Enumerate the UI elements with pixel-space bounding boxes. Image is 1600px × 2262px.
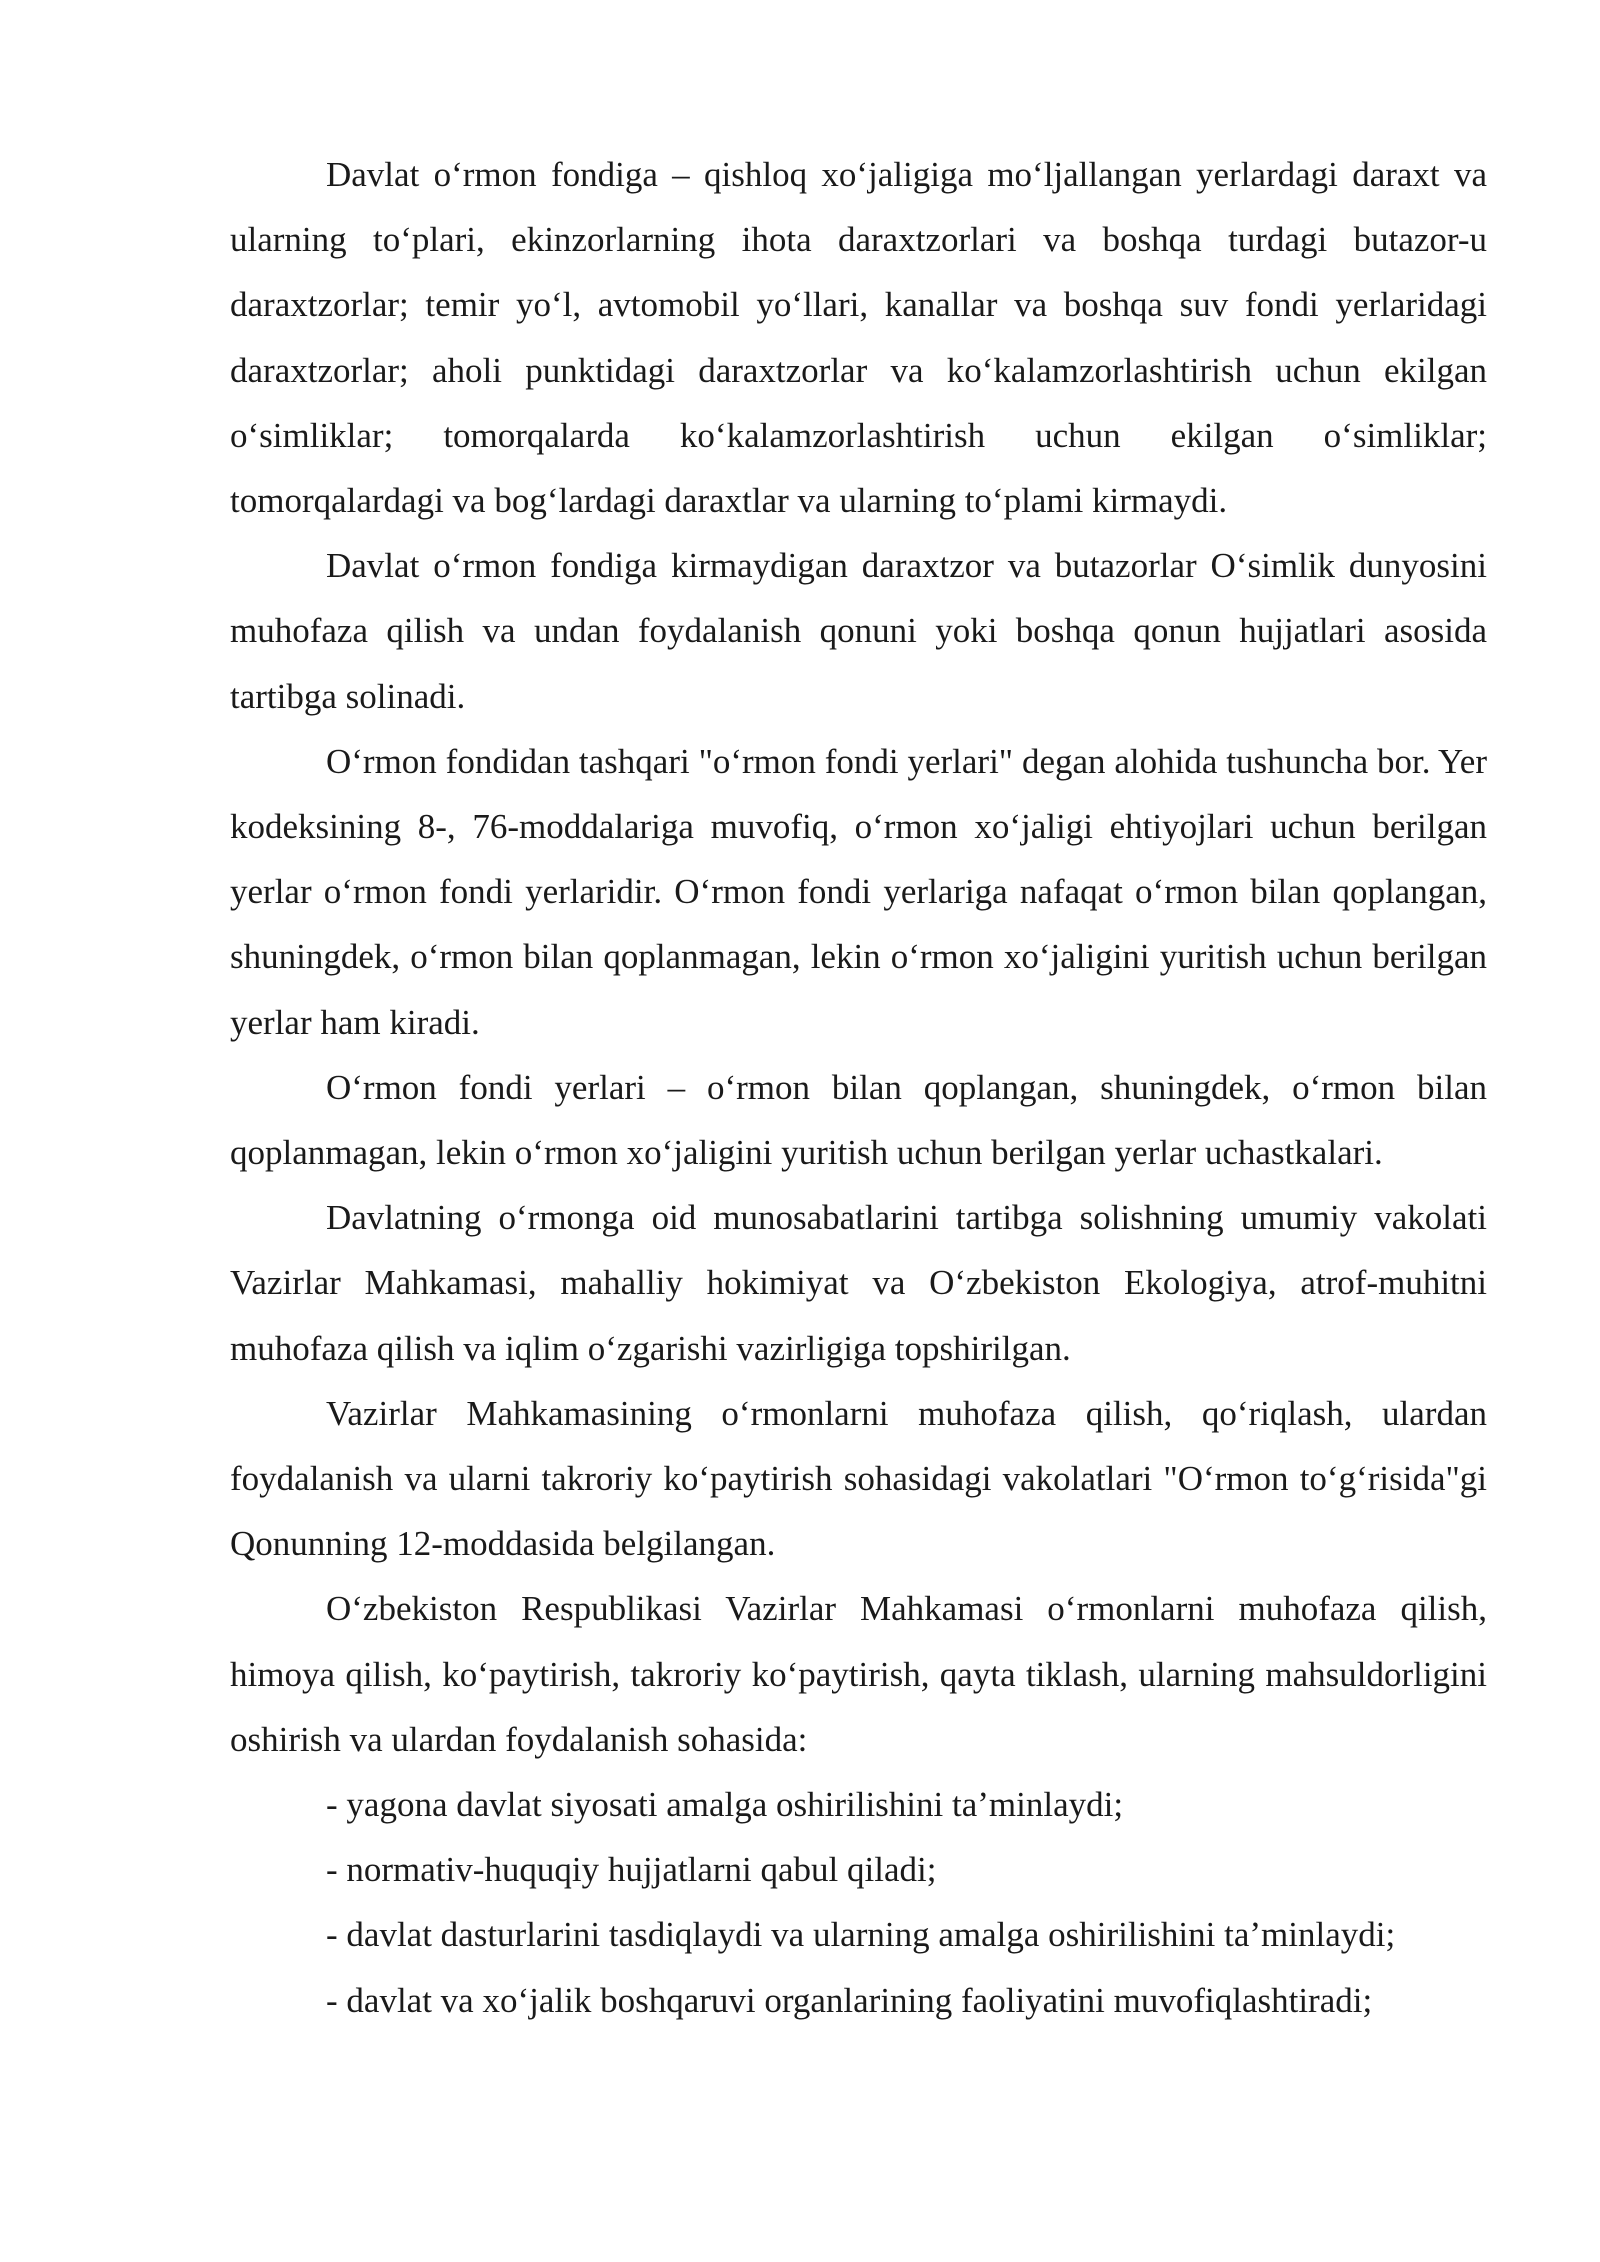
document-body [230, 142, 1487, 2033]
list-item: - davlat va xoʻjalik boshqaruvi organlarining faoliyatini muvofiqlashtiradi; [326, 1980, 1373, 2020]
paragraph: Davlatning oʻrmonga oid munosabatlarini tartibga solishning umumiy vakolati Vazirlar Mahkamasi, mahalliy hokimiyat va Oʻzbekiston Ekologiya, atrof-muhitni muhofaza qilish va iqlim oʻzgarishi vazirligiga topshirilgan. [230, 1198, 1487, 1368]
list-item: - davlat dasturlarini tasdiqlaydi va ularning amalga oshirilishini taʼminlaydi; [326, 1915, 1396, 1955]
list-item: - yagona davlat siyosati amalga oshirilishini taʼminlaydi; [326, 1785, 1124, 1825]
paragraph: Davlat oʻrmon fondiga kirmaydigan daraxtzor va butazorlar Oʻsimlik dunyosini muhofaza qilish va undan foydalanish qonuni yoki boshqa qonun hujjatlari asosida tartibga solinadi. [230, 546, 1487, 716]
paragraph: Oʻrmon fondi yerlari – oʻrmon bilan qoplangan, shuningdek, oʻrmon bilan qoplanmagan, lekin oʻrmon xoʻjaligini yuritish uchun berilgan yerlar uchastkalari. [230, 1067, 1487, 1173]
paragraph: Vazirlar Mahkamasining oʻrmonlarni muhofaza qilish, qoʻriqlash, ulardan foydalanish va ularni takroriy koʻpaytirish sohasidagi vakolatlari "Oʻrmon toʻgʻrisida"gi Qonunning 12-moddasida belgilangan. [230, 1393, 1487, 1564]
paragraph: Oʻrmon fondidan tashqari "oʻrmon fondi yerlari" degan alohida tushuncha bor. Yer kodeksining 8-, 76-moddalariga muvofiq, oʻrmon xoʻjaligi ehtiyojlari uchun berilgan yerlar oʻrmon fondi yerlaridir. Oʻrmon fondi yerlariga nafaqat oʻrmon bilan qoplangan, shuningdek, oʻrmon bilan qoplanmagan, lekin oʻrmon xoʻjaligini yuritish uchun berilgan yerlar ham kiradi. [230, 741, 1487, 1042]
paragraph: Davlat oʻrmon fondiga – qishloq xoʻjaligiga moʻljallangan yerlardagi daraxt va ularning toʻplari, ekinzorlarning ihota daraxtzorlari va boshqa turdagi butazor-u daraxtzorlar; temir yoʻl, avtomobil yoʻllari, kanallar va boshqa suv fondi yerlaridagi daraxtzorlar; aholi punktidagi daraxtzorlar va koʻkalamzorlashtirish uchun ekilgan oʻsimliklar; tomorqalarda koʻkalamzorlashtirish uchun ekilgan oʻsimliklar; tomorqalardagi va bogʻlardagi daraxtlar va ularning toʻplami kirmaydi. [230, 155, 1487, 521]
list-item: - normativ-huquqiy hujjatlarni qabul qiladi; [326, 1850, 937, 1890]
paragraph: Oʻzbekiston Respublikasi Vazirlar Mahkamasi oʻrmonlarni muhofaza qilish, himoya qilish, koʻpaytirish, takroriy koʻpaytirish, qayta tiklash, ularning mahsuldorligini oshirish va ulardan foydalanish sohasida: [230, 1589, 1487, 1759]
